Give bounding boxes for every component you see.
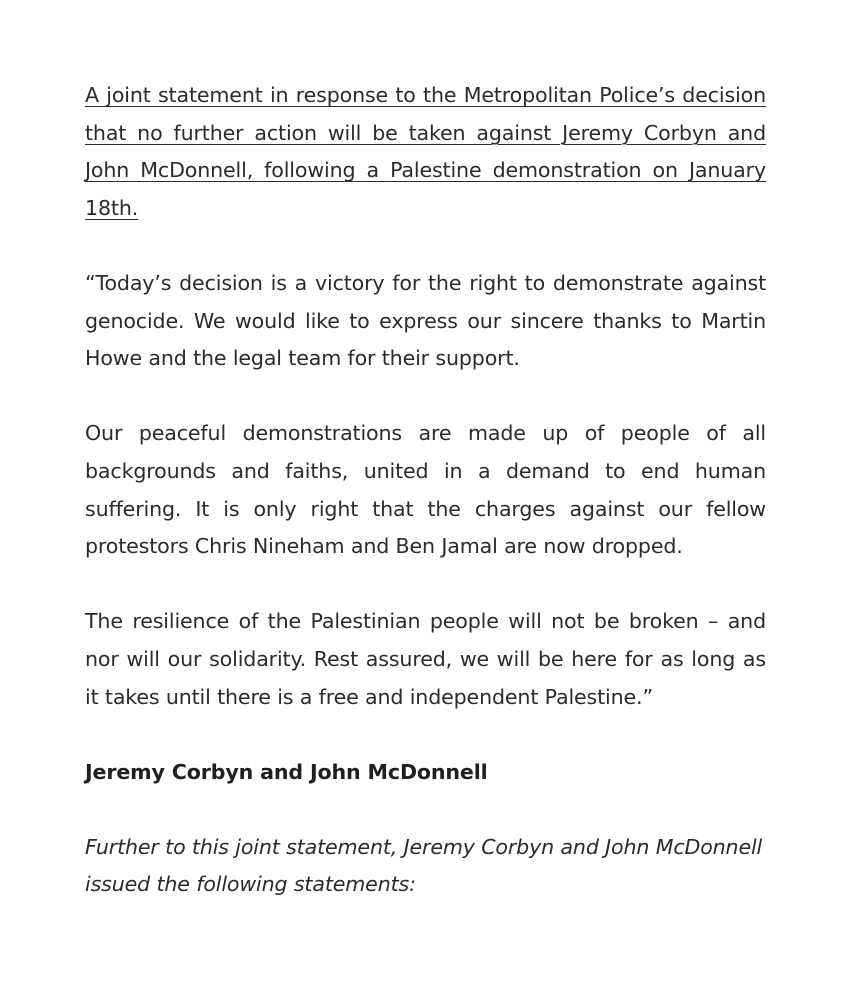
- statement-heading: A joint statement in response to the Metropolitan Police’s decision that no further action will be taken against Jeremy Corbyn and John McDonnell, following a Palestine demonstration on January 18th.: [85, 83, 766, 220]
- statement-paragraph-3: The resilience of the Palestinian people will not be broken – and nor will our solidarity. Rest assured, we will be here for as long as it takes until there is a free and independent Palestine.”: [85, 609, 766, 709]
- statement-signature: Jeremy Corbyn and John McDonnell: [85, 759, 488, 784]
- statement-paragraph-2: Our peaceful demonstrations are made up of people of all backgrounds and faiths, united in a demand to end human suffering. It is only right that the charges against our fellow protestors Chris Nineham and Ben Jamal are now dropped.: [85, 421, 766, 559]
- statement-followup-note: Further to this joint statement, Jeremy Corbyn and John McDonnell issued the following statements:: [85, 834, 763, 897]
- statement-document: [85, 77, 766, 942]
- statement-paragraph-1: “Today’s decision is a victory for the right to demonstrate against genocide. We would like to express our sincere thanks to Martin Howe and the legal team for their support.: [85, 270, 766, 371]
